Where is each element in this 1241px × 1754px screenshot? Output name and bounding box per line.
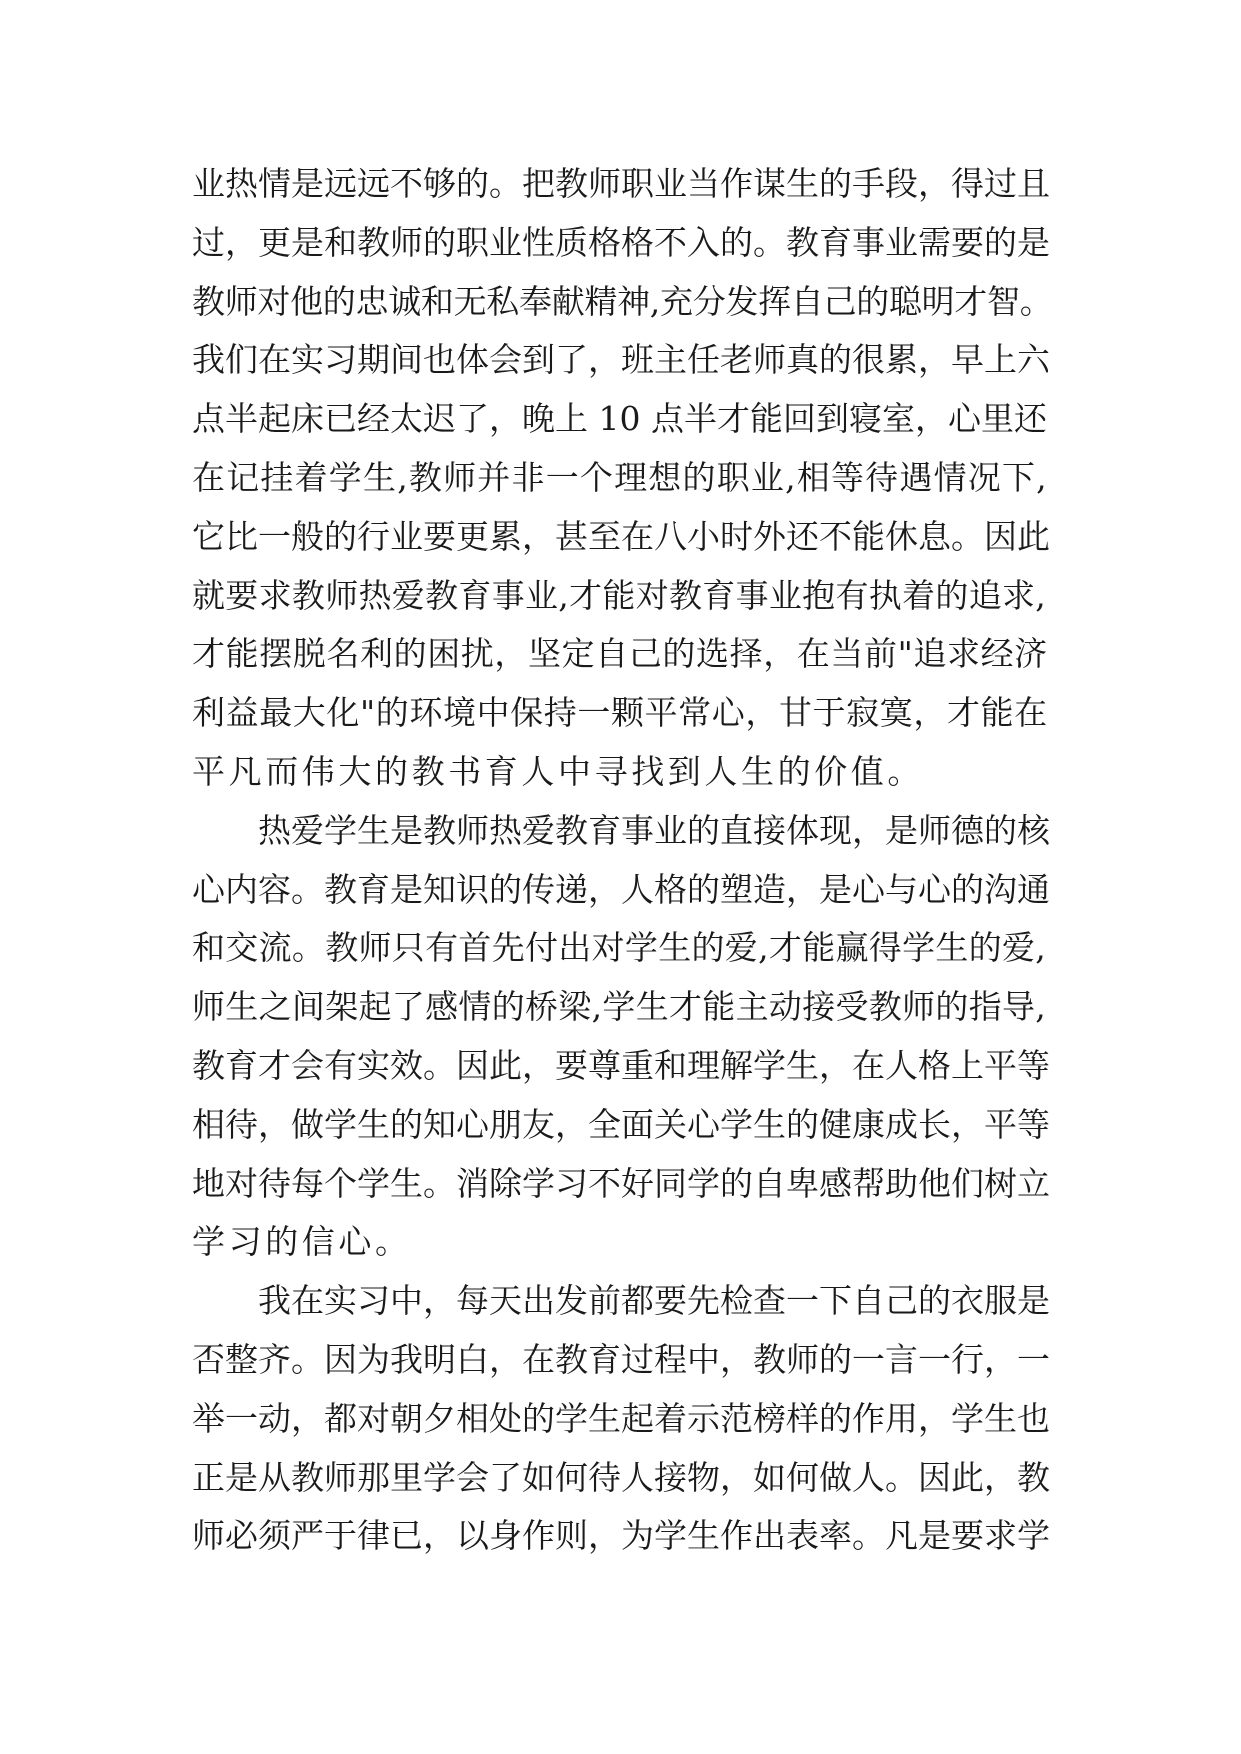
text-line: 业热情是远远不够的。把教师职业当作谋生的手段，得过且 (192, 164, 1050, 203)
text-line: 教育才会有实效。因此，要尊重和理解学生，在人格上平等 (192, 1045, 1050, 1085)
document-body (192, 155, 1052, 1566)
text-line: 地对待每个学生。消除学习不好同学的自卑感帮助他们树立 (192, 1163, 1050, 1203)
text-line: 才能摆脱名利的困扰，坚定自己的选择，在当前"追求经济 (192, 634, 1048, 674)
text-line: 过，更是和教师的职业性质格格不入的。教育事业需要的是 (192, 222, 1050, 262)
text-line: 我们在实习期间也体会到了，班主任老师真的很累，早上六 (192, 340, 1050, 380)
text-line: 就要求教师热爱教育事业,才能对教育事业抱有执着的追求, (192, 575, 1047, 615)
text-line: 点半起床已经太迟了，晚上 10 点半才能回到寝室，心里还 (192, 399, 1047, 439)
text-line: 教师对他的忠诚和无私奉献精神,充分发挥自己的聪明才智。 (192, 281, 1053, 321)
text-line: 师生之间架起了感情的桥梁,学生才能主动接受教师的指导, (192, 987, 1047, 1027)
text-line: 在记挂着学生,教师并非一个理想的职业,相等待遇情况下, (192, 457, 1048, 497)
paragraph-first-line: 我在实习中，每天出发前都要先检查一下自己的衣服是 (258, 1281, 1050, 1321)
text-line: 和交流。教师只有首先付出对学生的爱,才能赢得学生的爱, (192, 928, 1047, 968)
paragraph-first-line: 热爱学生是教师热爱教育事业的直接体现，是师德的核 (258, 810, 1050, 850)
text-line: 否整齐。因为我明白，在教育过程中，教师的一言一行，一 (192, 1339, 1050, 1379)
text-line: 举一动，都对朝夕相处的学生起着示范榜样的作用，学生也 (192, 1398, 1050, 1438)
text-line: 它比一般的行业要更累，甚至在八小时外还不能休息。因此 (192, 516, 1050, 556)
text-line: 学习的信心。 (192, 1222, 412, 1262)
text-line: 相待，做学生的知心朋友，全面关心学生的健康成长，平等 (192, 1104, 1050, 1144)
text-line: 心内容。教育是知识的传递，人格的塑造，是心与心的沟通 (192, 869, 1050, 909)
text-line: 平凡而伟大的教书育人中寻找到人生的价值。 (192, 751, 924, 791)
text-line: 正是从教师那里学会了如何待人接物，如何做人。因此，教 (192, 1457, 1050, 1497)
text-line: 利益最大化"的环境中保持一颗平常心，甘于寂寞，才能在 (192, 693, 1048, 733)
text-line: 师必须严于律已，以身作则，为学生作出表率。凡是要求学 (192, 1516, 1050, 1556)
